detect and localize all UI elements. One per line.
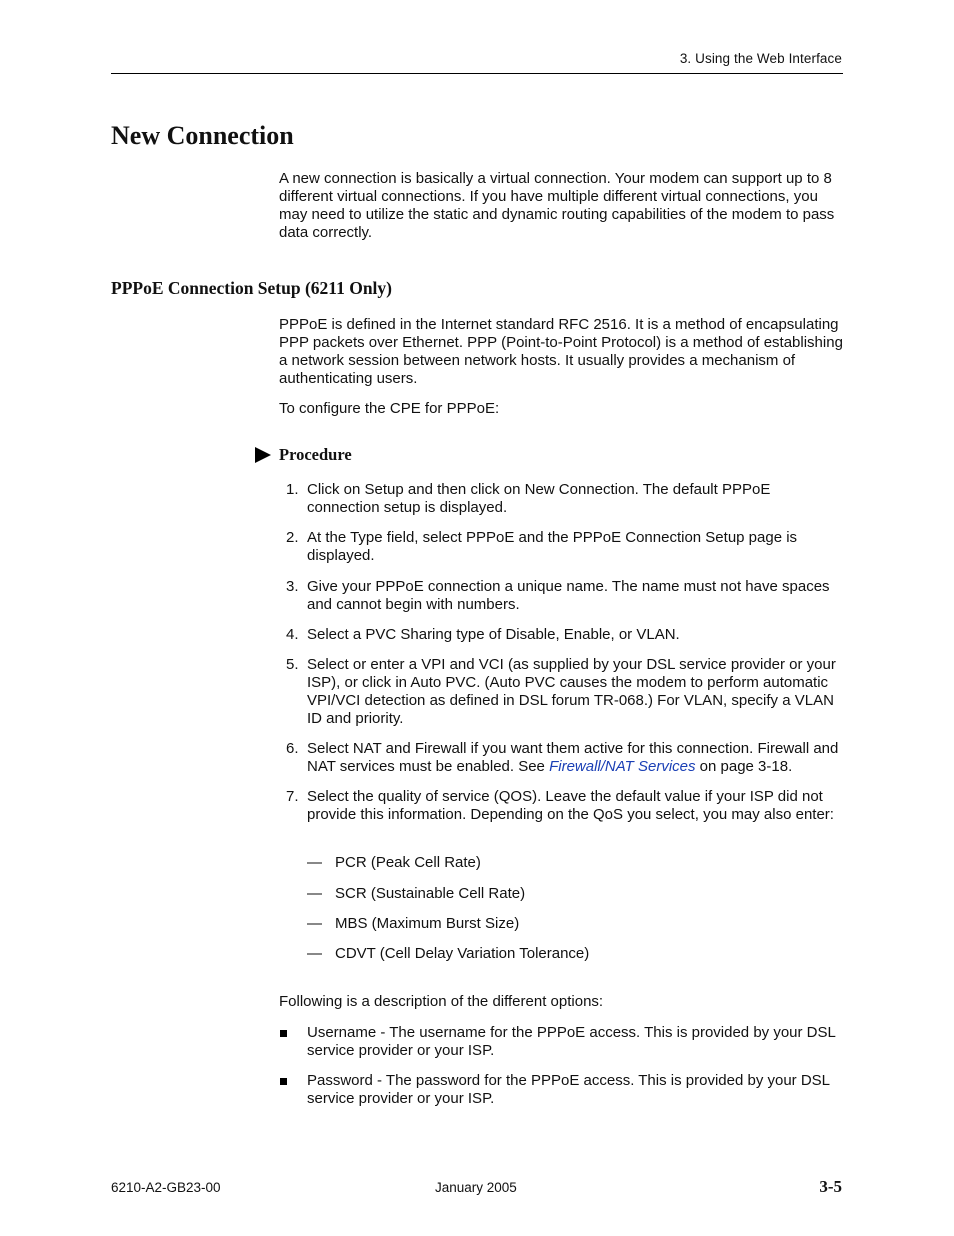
procedure-heading: [255, 445, 352, 465]
step-text: Select or enter a VPI and VCI (as supplied by your DSL service provider or your ISP), or click in Auto PVC. (Auto PVC causes the modem to perform automatic VPI/VCI detection as defined in DSL forum TR-068.) For VLAN, specify a VLAN ID and priority.: [307, 656, 836, 727]
option-text: Password - The password for the PPPoE access. This is provided by your DSL service provider or your ISP.: [307, 1072, 830, 1107]
square-bullet-icon: [280, 1030, 287, 1037]
option-text: Username - The username for the PPPoE access. This is provided by your DSL service provider or your ISP.: [307, 1024, 836, 1059]
step-number: 4.: [286, 626, 299, 643]
running-header: 3. Using the Web Interface: [679, 51, 842, 66]
footer-doc-id: 6210-A2-GB23-00: [111, 1180, 221, 1195]
step-number: 1.: [286, 481, 299, 498]
dash-bullet: —: [307, 915, 322, 932]
options-intro: Following is a description of the different options:: [279, 993, 604, 1010]
qos-item-text: CDVT (Cell Delay Variation Tolerance): [335, 945, 590, 962]
step-number: 2.: [286, 529, 299, 546]
step-text-after-link: on page 3-18.: [695, 758, 793, 775]
qos-item-scr: [307, 885, 525, 903]
qos-item-text: MBS (Maximum Burst Size): [335, 915, 520, 932]
step-7: [279, 788, 845, 824]
option-username: [279, 1024, 845, 1060]
step-text: [307, 740, 845, 776]
page-number: 3-5: [819, 1177, 842, 1196]
intro-paragraph: A new connection is basically a virtual connection. Your modem can support up to 8 different virtual connections. If you have multiple different virtual connections, you may need to utilize the static and dynamic routing capabilities of the modem to pass data correctly.: [279, 170, 835, 241]
dash-bullet: —: [307, 945, 322, 962]
square-bullet-icon: [280, 1078, 287, 1085]
procedure-arrow-icon: [255, 447, 271, 463]
step-number: 5.: [286, 656, 299, 673]
firewall-nat-services-link[interactable]: Firewall/NAT Services: [549, 758, 696, 775]
step-number: 3.: [286, 578, 299, 595]
step-text-before-link: Select NAT and Firewall if you want them active for this connection. Firewall and NAT services must be enabled. See: [307, 740, 839, 775]
dash-bullet: —: [307, 854, 322, 871]
qos-item-mbs: [307, 915, 519, 933]
step-text: Give your PPPoE connection a unique name. The name must not have spaces and cannot begin with numbers.: [307, 578, 830, 613]
step-6: [279, 740, 845, 776]
step-5: [279, 656, 845, 728]
page-title: New Connection: [111, 121, 294, 150]
section-heading: PPPoE Connection Setup (6211 Only): [111, 278, 392, 298]
step-4: [279, 626, 845, 644]
qos-item-cdvt: [307, 945, 589, 963]
step-number: 7.: [286, 788, 299, 805]
configure-line: To configure the CPE for PPPoE:: [279, 400, 500, 417]
step-text: Select a PVC Sharing type of Disable, Enable, or VLAN.: [307, 626, 680, 643]
step-1: [279, 481, 845, 517]
dash-bullet: —: [307, 885, 322, 902]
step-text: Click on Setup and then click on New Connection. The default PPPoE connection setup is displayed.: [307, 481, 771, 516]
step-2: [279, 529, 845, 565]
procedure-label: Procedure: [279, 445, 352, 464]
qos-item-text: PCR (Peak Cell Rate): [335, 854, 481, 871]
step-3: [279, 578, 845, 614]
step-text: Select the quality of service (QOS). Leave the default value if your ISP did not provide this information. Depending on the QoS you select, you may also enter:: [307, 788, 834, 823]
step-number: 6.: [286, 740, 299, 757]
qos-item-text: SCR (Sustainable Cell Rate): [335, 885, 526, 902]
step-text: At the Type field, select PPPoE and the PPPoE Connection Setup page is displayed.: [307, 529, 798, 564]
footer-date: January 2005: [435, 1180, 517, 1195]
qos-item-pcr: [307, 854, 481, 872]
pppoe-description: PPPoE is defined in the Internet standard RFC 2516. It is a method of encapsulating PPP packets over Ethernet. PPP (Point-to-Point Protocol) is a method of establishing a network session between network hosts. It usually provides a mechanism of authenticating users.: [279, 316, 843, 387]
header-rule: [111, 73, 843, 74]
option-password: [279, 1072, 845, 1108]
